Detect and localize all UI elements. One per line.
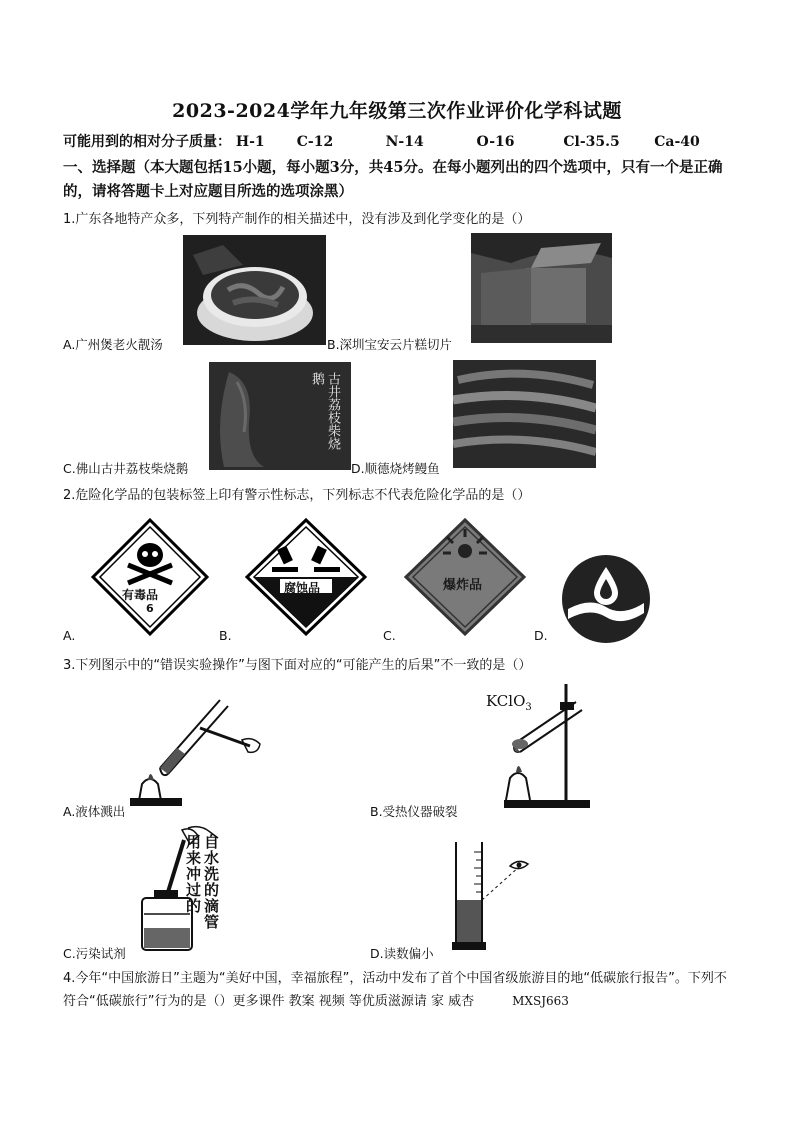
note-char: 管 [204, 913, 220, 931]
section-heading: 一、选择题（本大题包括15小题，每小题3分，共45分。在每小题列出的四个选项中，只有一个是正确的，请将答题卡上对应题目所选的选项涂黑） [63, 159, 723, 200]
mass-o: O-16 [476, 134, 515, 150]
atomic-masses-label: 可能用到的相对分子质量： [63, 134, 231, 150]
sign-toxic [90, 517, 210, 637]
water-saving-logo [560, 553, 652, 645]
note-char: 冲 [186, 865, 202, 883]
page-title: 2023-2024学年九年级第三次作业评价化学科试题 [172, 100, 622, 122]
q3-option-a: A.液体溅出 [63, 804, 126, 819]
skull-icon [90, 517, 210, 637]
kclo3-formula: KClO [486, 692, 526, 710]
photo-c-caption: 古井荔枝柴烧鹅 [309, 372, 340, 450]
dropper-note [186, 834, 221, 930]
photo-soup [183, 235, 326, 345]
corrosive-icon [244, 517, 368, 637]
q1-option-c: C.佛山古井荔枝柴烧鹅 [63, 461, 189, 476]
sign-a-label: 有毒品 [122, 588, 159, 602]
q3-option-c: C.污染试剂 [63, 946, 126, 961]
mass-n: N-14 [385, 134, 424, 150]
note-char: 的 [204, 881, 220, 899]
q1-option-a: A.广州煲老火靓汤 [63, 337, 163, 352]
sign-c-label: 爆炸品 [443, 578, 483, 593]
sign-b-label: 腐蚀品 [284, 581, 321, 595]
kclo3-subscript: 3 [525, 702, 532, 713]
q1-option-d: D.顺德烧烤鳗鱼 [351, 461, 440, 476]
question-2-stem: 2.危险化学品的包装标签上印有警示性标志，下列标志不代表危险化学品的是（） [63, 488, 531, 503]
q2-option-d: D. [534, 628, 548, 643]
photo-cake [471, 233, 612, 343]
mass-ca: Ca-40 [654, 134, 700, 150]
q2-option-c: C. [383, 628, 396, 643]
note-char: 过 [186, 881, 202, 899]
sign-explosive [403, 517, 527, 637]
figure-graduated-cylinder [448, 838, 548, 954]
atomic-masses [63, 131, 700, 151]
note-char: 洗 [204, 865, 220, 883]
photo-eel [453, 360, 596, 468]
kclo3-label [486, 692, 532, 713]
note-char: 用 [186, 833, 202, 851]
dropper-note-col1 [186, 834, 203, 930]
watermark-code: MXSJ663 [512, 994, 569, 1008]
sign-a-number: 6 [146, 602, 154, 615]
note-char: 水 [204, 849, 220, 867]
mass-cl: Cl-35.5 [563, 134, 620, 150]
question-4-text: 4.今年“中国旅游日”主题为“美好中国，幸福旅程”，活动中发布了首个中国省级旅游目的地“低碳旅行报告”。下列不符合“低碳旅行”行为的是（）更多课件 教案 视频 等优质滋源请 家 威杏 [63, 971, 727, 1009]
water-drop-icon [560, 553, 652, 645]
q3-option-d: D.读数偏小 [370, 946, 434, 961]
note-char: 的 [186, 897, 202, 915]
mass-h: H-1 [235, 134, 265, 150]
q2-option-a: A. [63, 628, 76, 643]
q3-option-b: B.受热仪器破裂 [370, 804, 458, 819]
note-char: 自 [204, 833, 220, 851]
note-char: 来 [186, 849, 202, 867]
note-char: 滴 [204, 897, 220, 915]
question-3-stem: 3.下列图示中的“错误实验操作”与图下面对应的“可能产生的后果”不一致的是（） [63, 658, 532, 673]
figure-heating-liquid [130, 688, 265, 806]
question-1-stem: 1.广东各地特产众多，下列特产制作的相关描述中，没有涉及到化学变化的是（） [63, 212, 531, 227]
q1-option-b: B.深圳宝安云片糕切片 [327, 337, 453, 352]
question-4-stem [63, 967, 731, 1013]
sign-corrosive [244, 517, 368, 637]
mass-c: C-12 [296, 134, 334, 150]
dropper-note-col2 [204, 834, 221, 930]
q2-option-b: B. [219, 628, 232, 643]
